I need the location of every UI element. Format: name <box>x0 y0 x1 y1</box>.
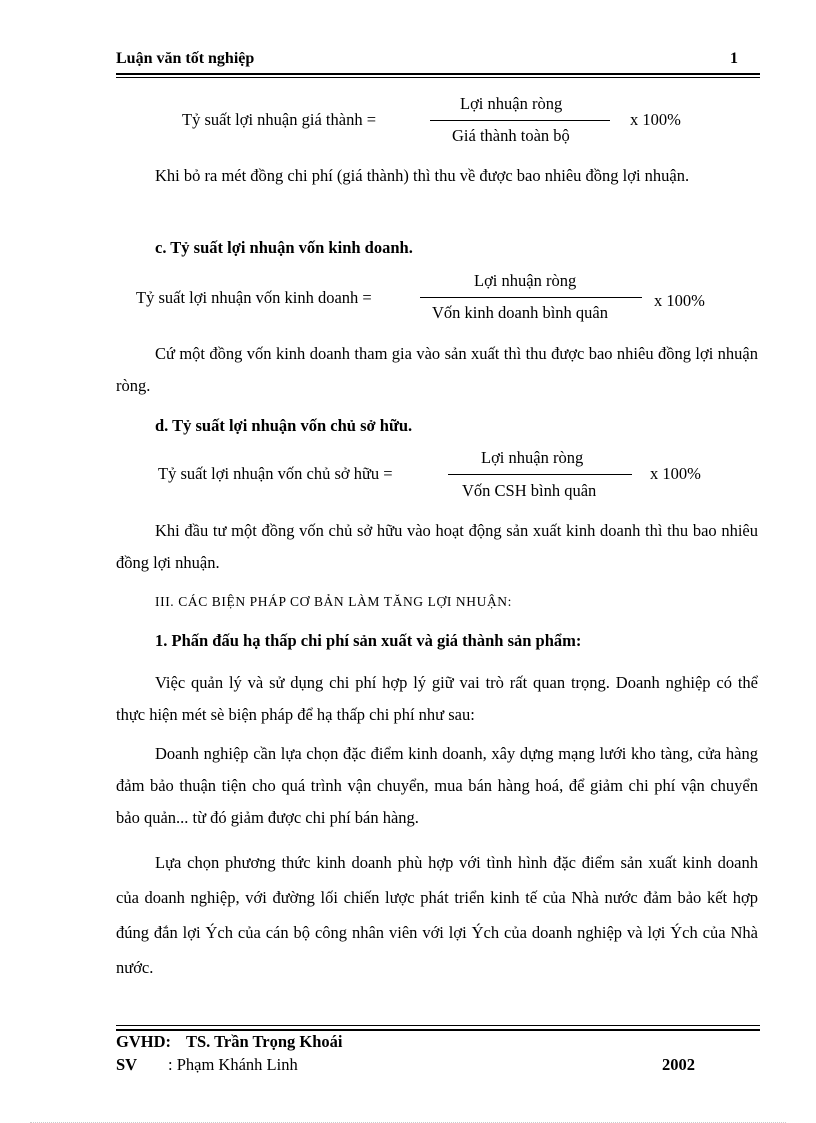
heading-d: d. Tỷ suất lợi nhuận vốn chủ sở hữu. <box>155 416 413 435</box>
header-title: Luận văn tốt nghiệp <box>116 50 255 67</box>
header-rule-bottom <box>116 77 760 78</box>
paragraph: Việc quản lý và sử dụng chi phí hợp lý giữ vai trò rất quan trọng. Doanh nghiệp có thể thực hiện mét sè biện pháp để hạ thấp chi phí như sau: <box>116 673 758 724</box>
formula3-numerator: Lợi nhuận ròng <box>481 448 584 467</box>
paragraph: Cứ một đồng vốn kinh doanh tham gia vào sản xuất thì thu được bao nhiêu đồng lợi nhuận ròng. <box>116 344 758 395</box>
formula2-lhs: Tỷ suất lợi nhuận vốn kinh doanh = <box>136 288 372 307</box>
formula1-fraction-bar <box>430 120 610 121</box>
formula1-multiplier: x 100% <box>630 110 681 129</box>
header-rule-top <box>116 73 760 75</box>
paragraph: Khi bỏ ra mét đồng chi phí (giá thành) thì thu về được bao nhiêu đồng lợi nhuận. <box>155 166 690 185</box>
formula3-multiplier: x 100% <box>650 464 701 483</box>
formula2-multiplier: x 100% <box>654 291 705 310</box>
formula3-denominator: Vốn CSH bình quân <box>462 481 597 500</box>
heading-c: c. Tỷ suất lợi nhuận vốn kinh doanh. <box>155 238 413 257</box>
formula2-numerator: Lợi nhuận ròng <box>474 271 577 290</box>
formula1-denominator: Giá thành toàn bộ <box>452 126 570 145</box>
page-number: 1 <box>730 50 738 67</box>
formula2-denominator: Vốn kinh doanh bình quân <box>432 303 608 322</box>
paragraph: Lựa chọn phương thức kinh doanh phù hợp với tình hình đặc điểm sản xuất kinh doanh của doanh nghiệp, với đường lối chiến lược phát triển kinh tế của Nhà nước đảm bảo kết hợp đúng đắn lợi Ých của cán bộ công nhân viên với lợi Ých của doanh nghiệp và lợi Ých của Nhà nước. <box>116 853 758 977</box>
formula2-fraction-bar <box>420 297 642 298</box>
footer-student-label: SV <box>116 1055 138 1074</box>
footer-rule-bottom <box>116 1029 760 1031</box>
formula3-lhs: Tỷ suất lợi nhuận vốn chủ sở hữu = <box>158 464 393 483</box>
footer-advisor-label: GVHD: <box>116 1032 171 1051</box>
formula1-lhs: Tỷ suất lợi nhuận giá thành = <box>182 110 376 129</box>
section-title-iii: III. CÁC BIỆN PHÁP CƠ BẢN LÀM TĂNG LỢI NHUẬN: <box>155 594 512 609</box>
footer-year: 2002 <box>662 1055 695 1074</box>
formula1-numerator: Lợi nhuận ròng <box>460 94 563 113</box>
paragraph: Doanh nghiệp cần lựa chọn đặc điểm kinh doanh, xây dựng mạng lưới kho tàng, cửa hàng đảm bảo thuận tiện cho quá trình vận chuyển, mua bán hàng hoá, để giảm chi phí vận chuyển bảo quản... từ đó giảm được chi phí bán hàng. <box>116 744 758 827</box>
paragraph: Khi đầu tư một đồng vốn chủ sở hữu vào hoạt động sản xuất kinh doanh thì thu bao nhiêu đồng lợi nhuận. <box>116 521 758 572</box>
footer-student-name: : Phạm Khánh Linh <box>168 1055 298 1074</box>
formula3-fraction-bar <box>448 474 632 475</box>
footer-advisor-name: TS. Trần Trọng Khoái <box>186 1032 343 1051</box>
footer-rule-top <box>116 1025 760 1026</box>
heading-1: 1. Phấn đấu hạ thấp chi phí sản xuất và giá thành sản phẩm: <box>155 631 582 650</box>
